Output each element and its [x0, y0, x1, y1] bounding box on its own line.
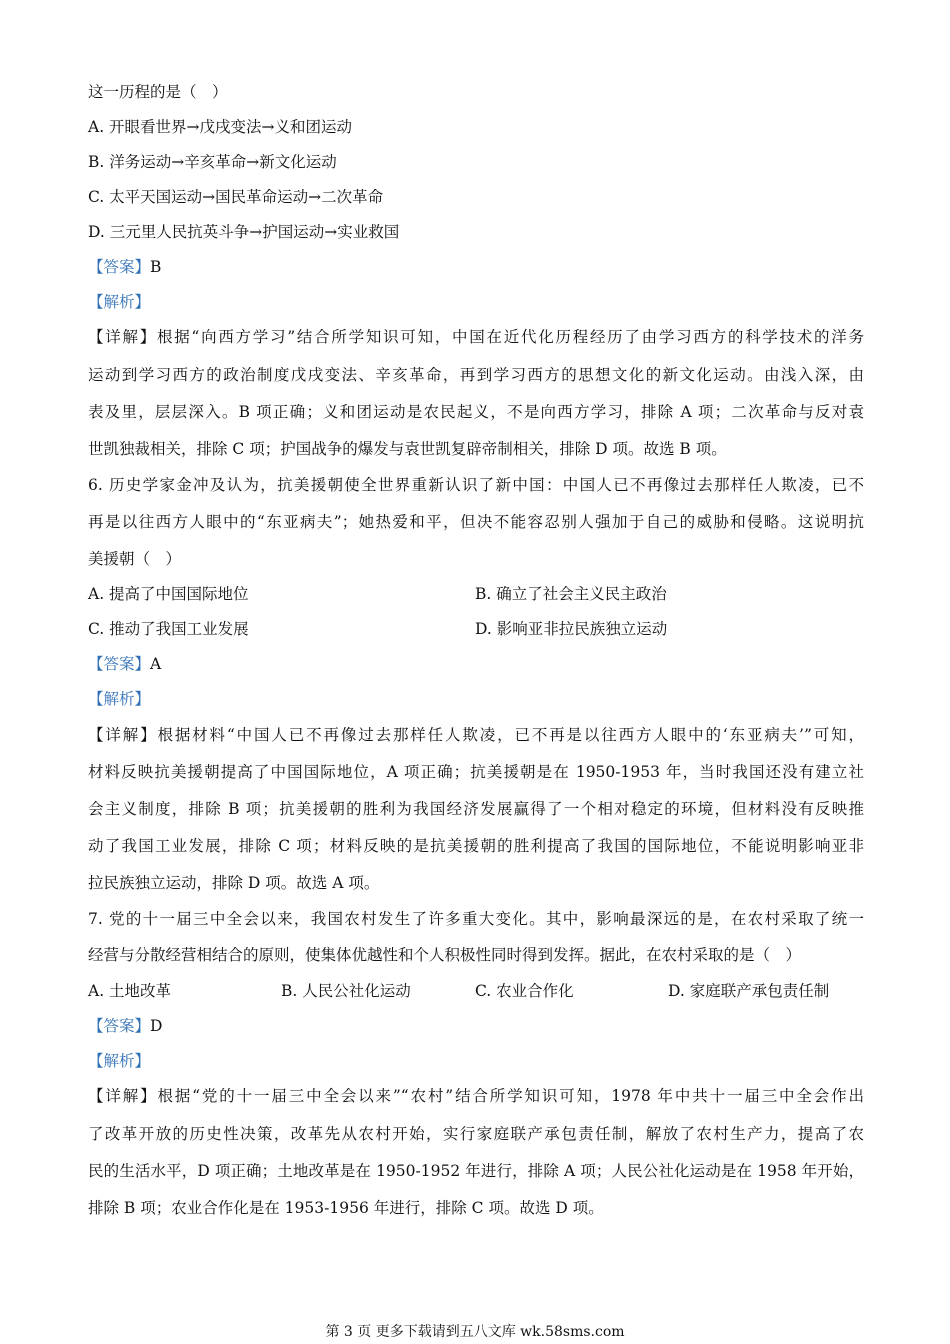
q6-analysis-tag: 【解析】 [88, 690, 151, 708]
q6-answer [88, 654, 161, 674]
q6-option-b: B. 确立了社会主义民主政治 [475, 585, 667, 603]
q7-answer [88, 1016, 162, 1036]
q6-stem-line-2: 再是以往西方人眼中的“东亚病夫”；她热爱和平，但决不能容忍别人强加于自己的威胁和侵略。这说明抗 [88, 513, 864, 531]
q5-detail-line-1 [88, 327, 864, 347]
answer-value: B [150, 258, 162, 276]
page-footer: 第 3 页 更多下载请到五八文库 wk.58sms.com [325, 1324, 625, 1340]
detail-tag: 【详解】 [88, 328, 157, 346]
q7-option-a: A. 土地改革 [88, 982, 172, 1000]
q5-detail-line-3: 表及里，层层深入。B 项正确；义和团运动是农民起义，不是向西方学习，排除 A 项；二次革命与反对袁 [88, 403, 864, 421]
q5-option-a: A. 开眼看世界→戊戌变法→义和团运动 [88, 118, 353, 136]
detail-tag: 【详解】 [88, 1087, 158, 1105]
q5-option-c: C. 太平天国运动→国民革命运动→二次革命 [88, 188, 384, 206]
q6-stem-line-1: 6. 历史学家金冲及认为，抗美援朝使全世界重新认识了新中国：中国人已不再像过去那样任人欺凌，已不 [88, 476, 864, 494]
q6-detail-line-4: 动了我国工业发展，排除 C 项；材料反映的是抗美援朝的胜利提高了我国的国际地位，不能说明影响亚非 [88, 837, 864, 855]
answer-tag: 【答案】 [88, 1017, 151, 1035]
detail-tag: 【详解】 [88, 726, 158, 744]
q6-detail-line-3: 会主义制度，排除 B 项；抗美援朝的胜利为我国经济发展赢得了一个相对稳定的环境，但材料没有反映推 [88, 800, 864, 818]
answer-tag: 【答案】 [88, 258, 151, 276]
q5-analysis-tag: 【解析】 [88, 293, 151, 311]
detail-text: 根据“党的十一届三中全会以来”“农村”结合所学知识可知，1978 年中共十一届三中全会作出 [157, 1087, 864, 1105]
q5-answer [88, 257, 161, 277]
q7-stem-line-1: 7. 党的十一届三中全会以来，我国农村发生了许多重大变化。其中，影响最深远的是，在农村采取了统一 [88, 910, 864, 928]
q6-detail-line-2: 材料反映抗美援朝提高了中国国际地位，A 项正确；抗美援朝是在 1950-1953 年，当时我国还没有建立社 [88, 763, 864, 781]
q5-detail-line-2: 运动到学习西方的政治制度戊戌变法、辛亥革命，再到学习西方的思想文化的新文化运动。由浅入深，由 [88, 366, 864, 384]
detail-text: 根据“向西方学习”结合所学知识可知，中国在近代化历程经历了由学习西方的科学技术的洋务 [156, 328, 864, 346]
answer-value: A [150, 655, 162, 673]
q6-detail-line-5: 拉民族独立运动，排除 D 项。故选 A 项。 [88, 874, 380, 892]
q6-option-a: A. 提高了中国国际地位 [88, 585, 249, 603]
q7-detail-line-3: 民的生活水平，D 项正确；土地改革是在 1950-1952 年进行，排除 A 项；人民公社化运动是在 1958 年开始， [88, 1162, 864, 1180]
q7-analysis-tag: 【解析】 [88, 1052, 151, 1070]
q6-option-d: D. 影响亚非拉民族独立运动 [475, 620, 668, 638]
q7-detail-line-1 [88, 1086, 864, 1106]
q7-option-b: B. 人民公社化运动 [281, 982, 411, 1000]
q5-option-b: B. 洋务运动→辛亥革命→新文化运动 [88, 153, 337, 171]
q5-option-d: D. 三元里人民抗英斗争→护国运动→实业救国 [88, 223, 400, 241]
q6-stem-line-3: 美援朝（ ） [88, 550, 182, 568]
q6-detail-line-1 [88, 725, 864, 745]
q5-stem-tail: 这一历程的是（ ） [88, 83, 228, 101]
q7-option-d: D. 家庭联产承包责任制 [668, 982, 830, 1000]
answer-value: D [150, 1017, 163, 1035]
detail-text: 根据材料“中国人已不再像过去那样任人欺凌，已不再是以往西方人眼中的‘东亚病夫’”可知， [157, 726, 864, 744]
q5-detail-line-4: 世凯独裁相关，排除 C 项；护国战争的爆发与袁世凯复辟帝制相关，排除 D 项。故选 B 项。 [88, 440, 727, 458]
q7-detail-line-4: 排除 B 项；农业合作化是在 1953-1956 年进行，排除 C 项。故选 D 项。 [88, 1199, 604, 1217]
answer-tag: 【答案】 [88, 655, 151, 673]
q7-option-c: C. 农业合作化 [475, 982, 574, 1000]
q7-detail-line-2: 了改革开放的历史性决策，改革先从农村开始，实行家庭联产承包责任制，解放了农村生产力，提高了农 [88, 1125, 864, 1143]
q6-option-c: C. 推动了我国工业发展 [88, 620, 249, 638]
q7-stem-line-2: 经营与分散经营相结合的原则，使集体优越性和个人积极性同时得到发挥。据此，在农村采取的是（ ） [88, 946, 802, 964]
